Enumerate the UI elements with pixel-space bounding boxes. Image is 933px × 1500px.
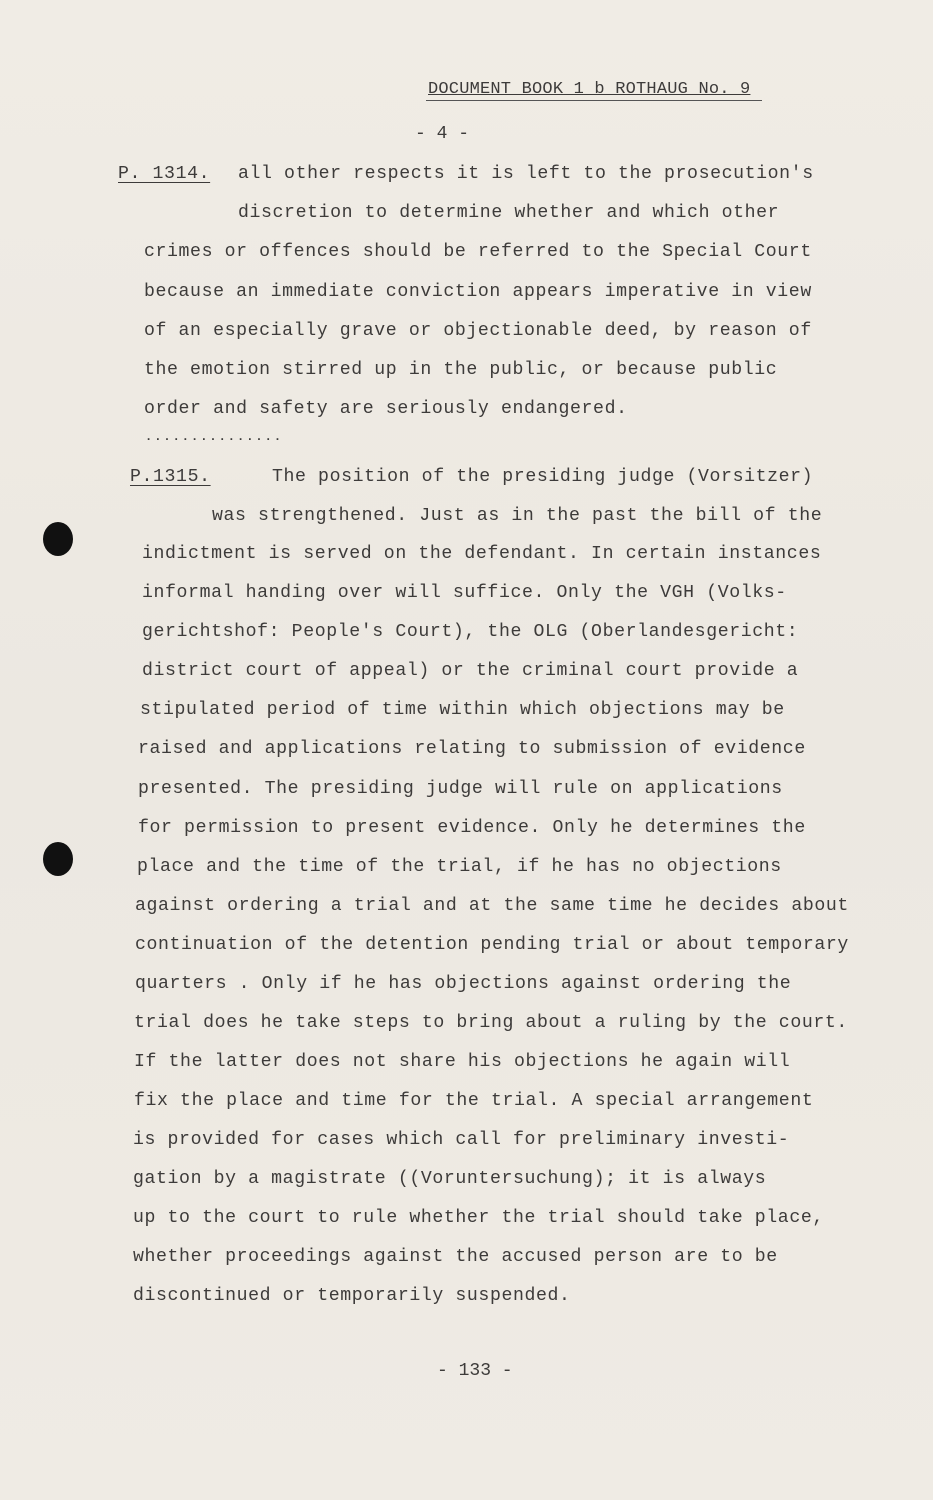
text-line: crimes or offences should be referred to the Special Court: [144, 242, 812, 262]
text-line: gerichtshof: People's Court), the OLG (Oberlandesgericht:: [142, 622, 799, 642]
text-line: the emotion stirred up in the public, or because public: [144, 360, 778, 380]
text-line: The position of the presiding judge (Vorsitzer): [272, 467, 814, 487]
binder-hole-icon: [43, 842, 73, 876]
text-line: presented. The presiding judge will rule on applications: [138, 779, 783, 799]
text-line: raised and applications relating to submission of evidence: [138, 739, 806, 759]
text-line: whether proceedings against the accused person are to be: [133, 1247, 778, 1267]
text-line: all other respects it is left to the prosecution's: [238, 164, 814, 184]
text-line: continuation of the detention pending trial or about temporary: [135, 935, 849, 955]
page-number: - 133 -: [437, 1361, 513, 1381]
text-line: up to the court to rule whether the trial should take place,: [133, 1208, 824, 1228]
text-line: indictment is served on the defendant. In certain instances: [142, 544, 822, 564]
text-line: If the latter does not share his objections he again will: [134, 1052, 791, 1072]
text-line: district court of appeal) or the criminal court provide a: [142, 661, 799, 681]
text-line: because an immediate conviction appears imperative in view: [144, 282, 812, 302]
text-line: discontinued or temporarily suspended.: [133, 1286, 571, 1306]
text-line: informal handing over will suffice. Only the VGH (Volks-: [142, 583, 787, 603]
text-line: was strengthened. Just as in the past the bill of the: [212, 506, 823, 526]
text-line: discretion to determine whether and which other: [238, 203, 780, 223]
text-line: quarters . Only if he has objections against ordering the: [135, 974, 792, 994]
binder-hole-icon: [43, 522, 73, 556]
section-separator: ...............: [145, 430, 284, 444]
text-line: place and the time of the trial, if he has no objections: [137, 857, 782, 877]
text-line: trial does he take steps to bring about a ruling by the court.: [134, 1013, 848, 1033]
text-line: of an especially grave or objectionable deed, by reason of: [144, 321, 812, 341]
document-reference: DOCUMENT BOOK 1 b ROTHAUG No. 9: [428, 80, 751, 99]
text-line: fix the place and time for the trial. A special arrangement: [134, 1091, 814, 1111]
text-line: for permission to present evidence. Only he determines the: [138, 818, 806, 838]
text-line: against ordering a trial and at the same time he decides about: [135, 896, 849, 916]
text-line: stipulated period of time within which objections may be: [140, 700, 785, 720]
text-line: order and safety are seriously endangered.: [144, 399, 628, 419]
text-line: gation by a magistrate ((Voruntersuchung); it is always: [133, 1169, 767, 1189]
text-line: is provided for cases which call for preliminary investi-: [133, 1130, 790, 1150]
paragraph-ref-1315: P.1315.: [130, 467, 211, 487]
page-marker: - 4 -: [415, 124, 470, 144]
paragraph-ref-1314: P. 1314.: [118, 164, 211, 184]
